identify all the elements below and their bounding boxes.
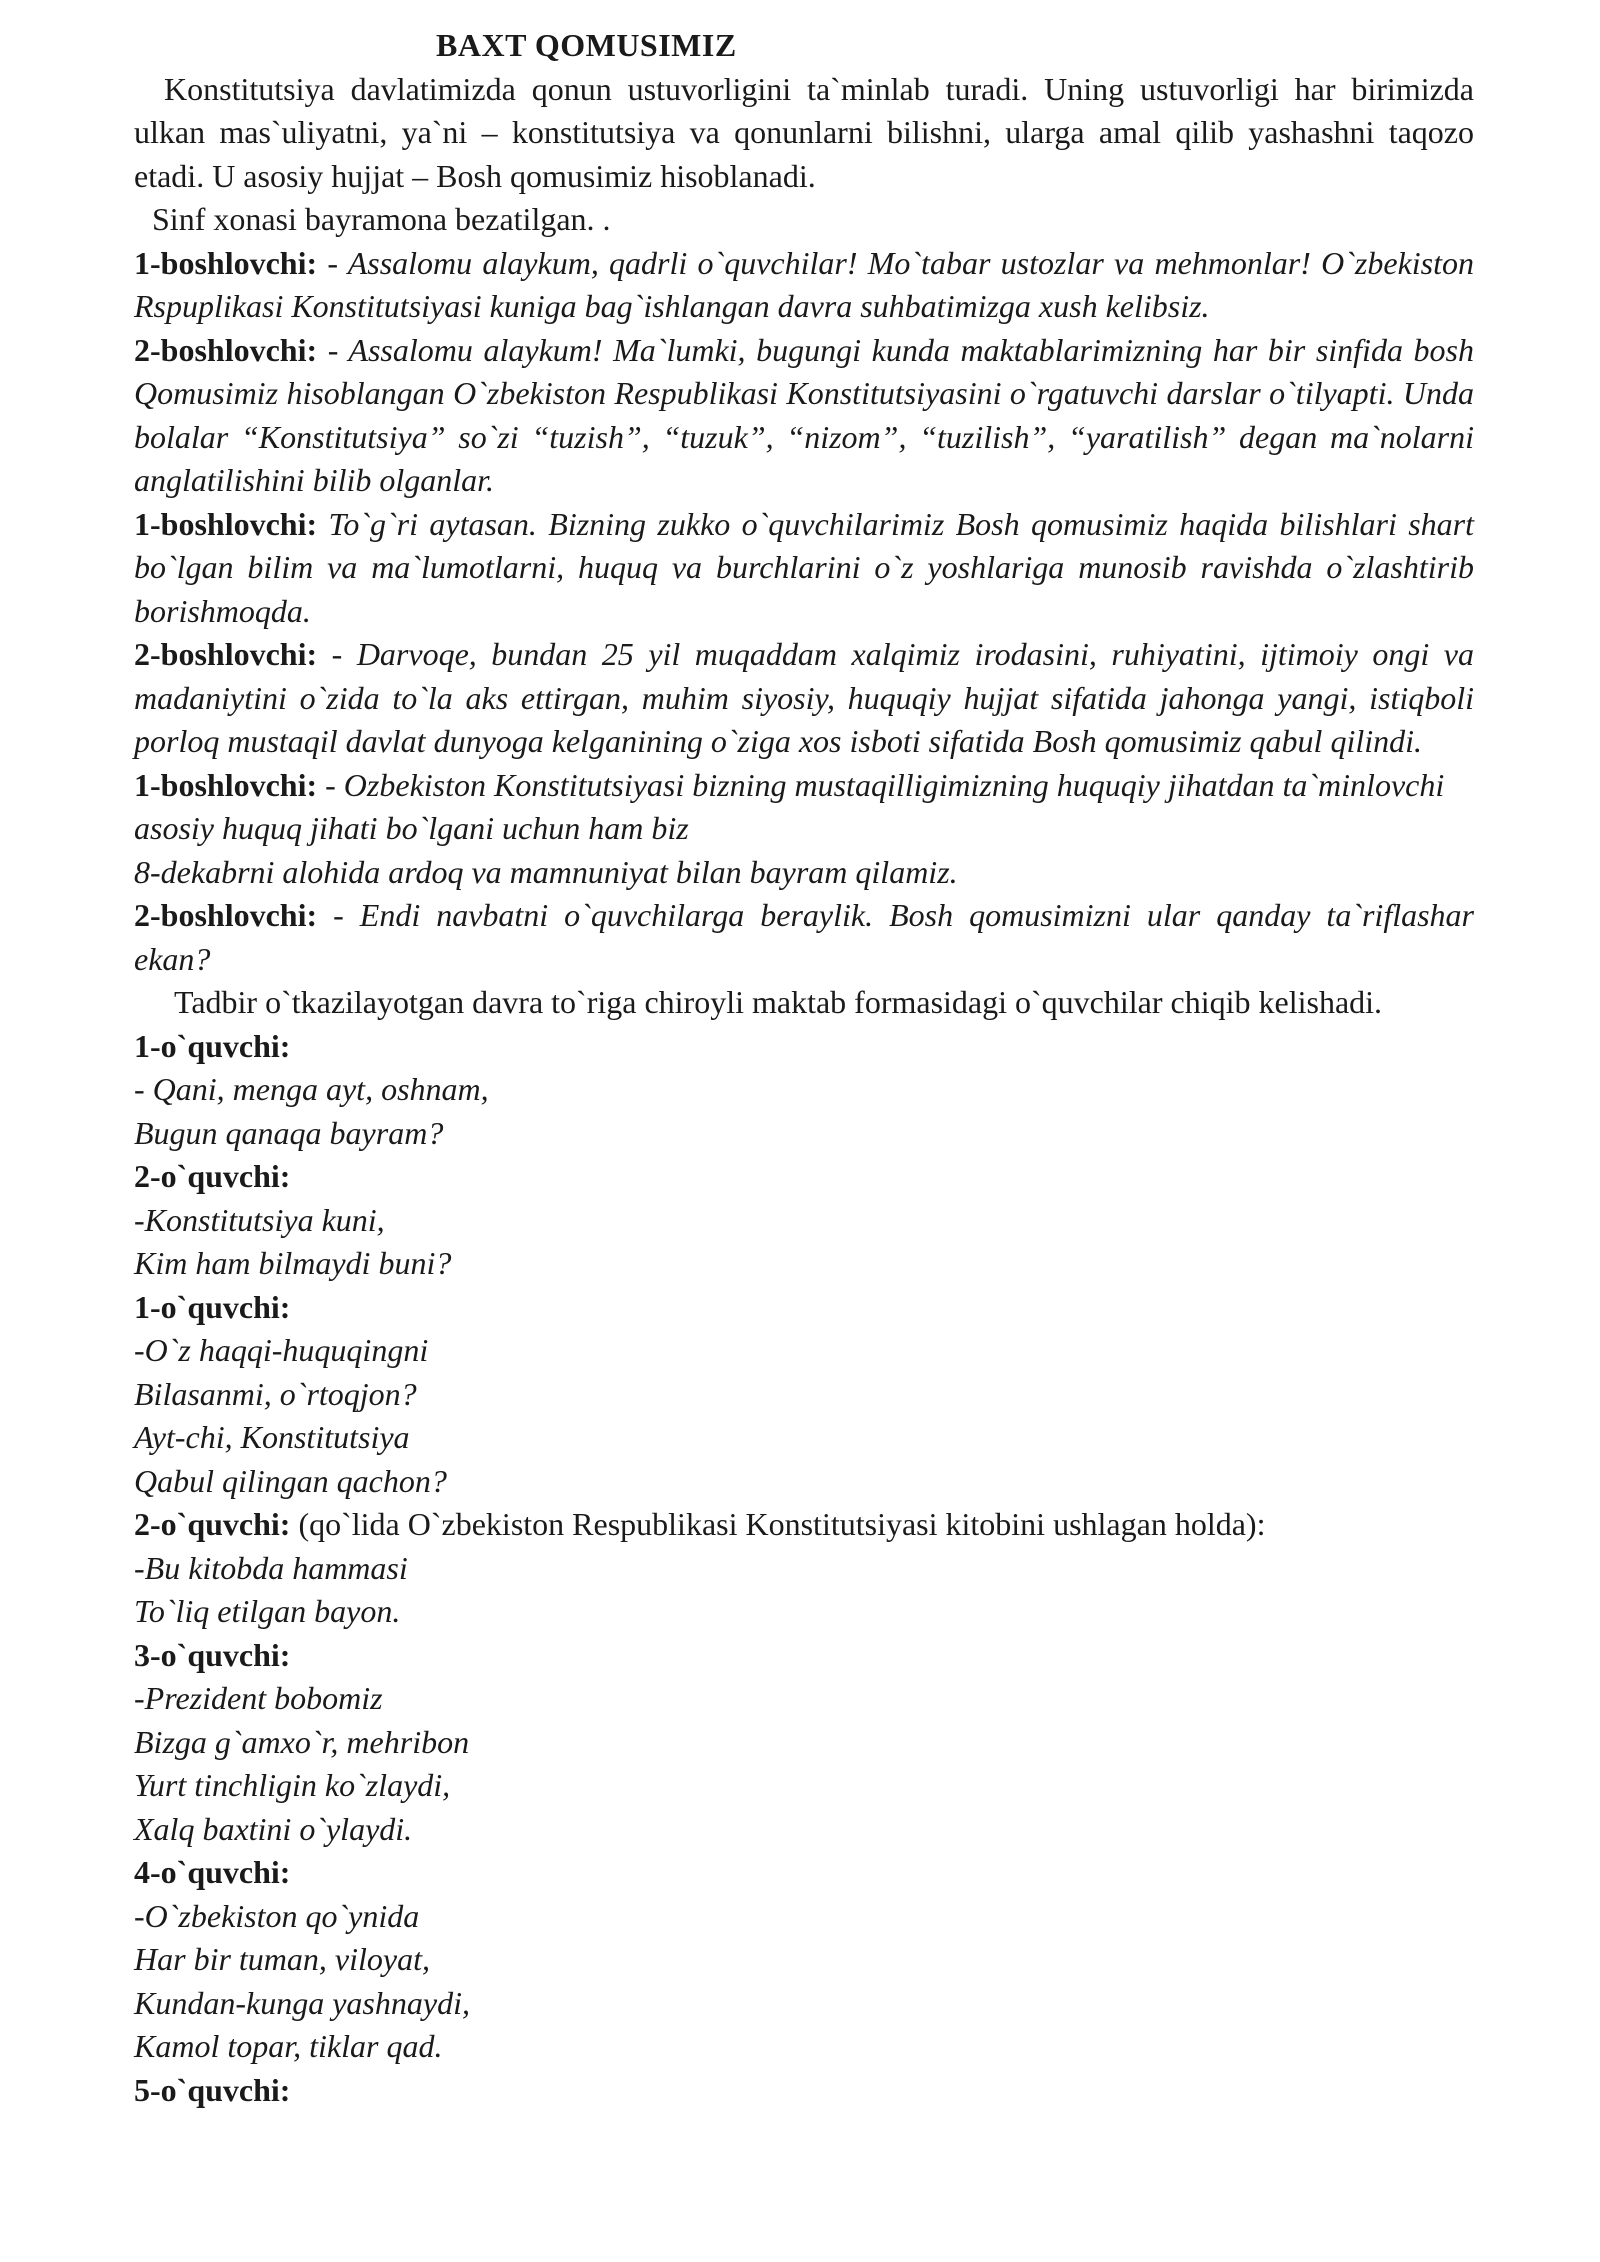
dialogue-line: [134, 633, 1474, 764]
poem-block: [134, 1851, 1474, 2069]
poem-block: [134, 1025, 1474, 1156]
dialogue-text: To`g`ri aytasan. Bizning zukko o`quvchilarimiz Bosh qomusimiz haqida bilishlari shart bo`lgan bilim va ma`lumotlarni, huquq va burchlarini o`z yoshlariga munosib ravishda o`zlashtirib borishmoqda.: [134, 505, 1474, 629]
speaker-label: 2-boshlovchi:: [134, 331, 318, 368]
dialogue-line: [134, 503, 1474, 634]
poem-line: Kamol topar, tiklar qad.: [134, 2028, 443, 2064]
student-label: 1-o`quvchi:: [134, 1288, 291, 1325]
poem-line: -Bu kitobda hammasi: [134, 1549, 408, 1586]
student-label: 5-o`quvchi:: [134, 2071, 291, 2108]
speaker-label: 1-boshlovchi:: [134, 244, 318, 281]
poem-block: [134, 1503, 1474, 1634]
student-label: 2-o`quvchi:: [134, 1506, 291, 1542]
setting-paragraph: Sinf xonasi bayramona bezatilgan. .: [152, 201, 611, 237]
dialogue-text: - Assalomu alaykum! Ma`lumki, bugungi kunda maktablarimizning har bir sinfida bosh Qomusimiz hisoblangan O`zbekiston Respublikasi Konstitutsiyasini o`rgatuvchi darslar o`tilyapti. Unda bolalar “Konstitutsiya” so`zi “tuzish”, “tuzuk”, “nizom”, “tuzilish”, “yaratilish” degan ma`nolarni anglatilishini bilib olganlar.: [134, 331, 1474, 498]
student-line: [134, 1503, 1474, 1547]
speaker-label: 2-boshlovchi:: [134, 897, 318, 933]
dialogue-line: [134, 329, 1474, 503]
poem-line: To`liq etilgan bayon.: [134, 1593, 401, 1629]
dialogue-text: - Assalomu alaykum, qadrli o`quvchilar! Mo`tabar ustozlar va mehmonlar! O`zbekiston Rspuplikasi Konstitutsiyasi kuniga bag`ishlangan davra suhbatimizga xush kelibsiz.: [134, 244, 1474, 324]
dialogue-text: - Ozbekiston Konstitutsiyasi bizning mustaqilligimizning huquqiy jihatdan ta`minlovchi asosiy huquq jihati bo`lgani uchun ham biz: [134, 766, 1445, 846]
dialogue-line: [134, 894, 1474, 981]
poem-block: [134, 1155, 1474, 1286]
intro-paragraph: Konstitutsiya davlatimizda qonun ustuvorligini ta`minlab turadi. Uning ustuvorligi har birimizda ulkan mas`uliyatni, ya`ni – konstitutsiya va qonunlarni bilishni, ularga amal qilib yashashni taqozo etadi. U asosiy hujjat – Bosh qomusimiz hisoblanadi.: [134, 70, 1474, 194]
speaker-label: 2-boshlovchi:: [134, 636, 318, 672]
poem-line: - Qani, menga ayt, oshnam,: [134, 1071, 489, 1107]
speaker-label: 1-boshlovchi:: [134, 766, 318, 803]
document-page: [134, 24, 1474, 2112]
narration-paragraph: Tadbir o`tkazilayotgan davra to`riga chiroyli maktab formasidagi o`quvchilar chiqib kelishadi.: [174, 984, 1383, 1020]
student-label: 2-o`quvchi:: [134, 1158, 291, 1194]
poem-line: -O`z haqqi-huquqingni: [134, 1332, 429, 1368]
poem-line: Kim ham bilmaydi buni?: [134, 1245, 452, 1281]
poem-line: Bizga g`amxo`r, mehribon: [134, 1723, 470, 1760]
student-label: 3-o`quvchi:: [134, 1636, 291, 1673]
poem-block: [134, 1286, 1474, 1504]
student-label: 4-o`quvchi:: [134, 1854, 291, 1890]
poem-line: -Prezident bobomiz: [134, 1680, 383, 1716]
poem-line: -O`zbekiston qo`ynida: [134, 1897, 420, 1934]
poem-line: Har bir tuman, viloyat,: [134, 1941, 430, 1977]
stage-direction: (qo`lida O`zbekiston Respublikasi Konstitutsiyasi kitobini ushlagan holda):: [290, 1506, 1266, 1542]
poem-line: Bilasanmi, o`rtoqjon?: [134, 1375, 417, 1412]
poem-line: Ayt-chi, Konstitutsiya: [134, 1419, 410, 1455]
poem-block: [134, 1634, 1474, 1852]
poem-line: Xalq baxtini o`ylaydi.: [134, 1810, 413, 1847]
dialogue-line: [134, 764, 1474, 895]
dialogue-text-continued: 8-dekabrni alohida ardoq va mamnuniyat bilan bayram qilamiz.: [134, 853, 958, 890]
student-label: 1-o`quvchi:: [134, 1027, 291, 1064]
poem-line: Kundan-kunga yashnaydi,: [134, 1984, 470, 2021]
dialogue-text: - Endi navbatni o`quvchilarga beraylik. Bosh qomusimizni ular qanday ta`riflashar ekan?: [134, 897, 1474, 977]
poem-line: Qabul qilingan qachon?: [134, 1462, 447, 1499]
speaker-label: 1-boshlovchi:: [134, 505, 318, 542]
dialogue-text: - Darvoqe, bundan 25 yil muqaddam xalqimiz irodasini, ruhiyatini, ijtimoiy ongi va madaniytini o`zida to`la aks ettirgan, muhim siyosiy, huquqiy hujjat sifatida jahonga yangi, istiqboli porloq mustaqil davlat dunyoga kelganining o`ziga xos isboti sifatida Bosh qomusimiz qabul qilindi.: [134, 636, 1474, 759]
document-title: BAXT QOMUSIMIZ: [436, 27, 737, 63]
poem-line: Bugun qanaqa bayram?: [134, 1114, 444, 1151]
poem-block: [134, 2069, 1474, 2113]
dialogue-line: [134, 242, 1474, 329]
poem-line: Yurt tinchligin ko`zlaydi,: [134, 1767, 451, 1803]
poem-line: -Konstitutsiya kuni,: [134, 1201, 385, 1238]
